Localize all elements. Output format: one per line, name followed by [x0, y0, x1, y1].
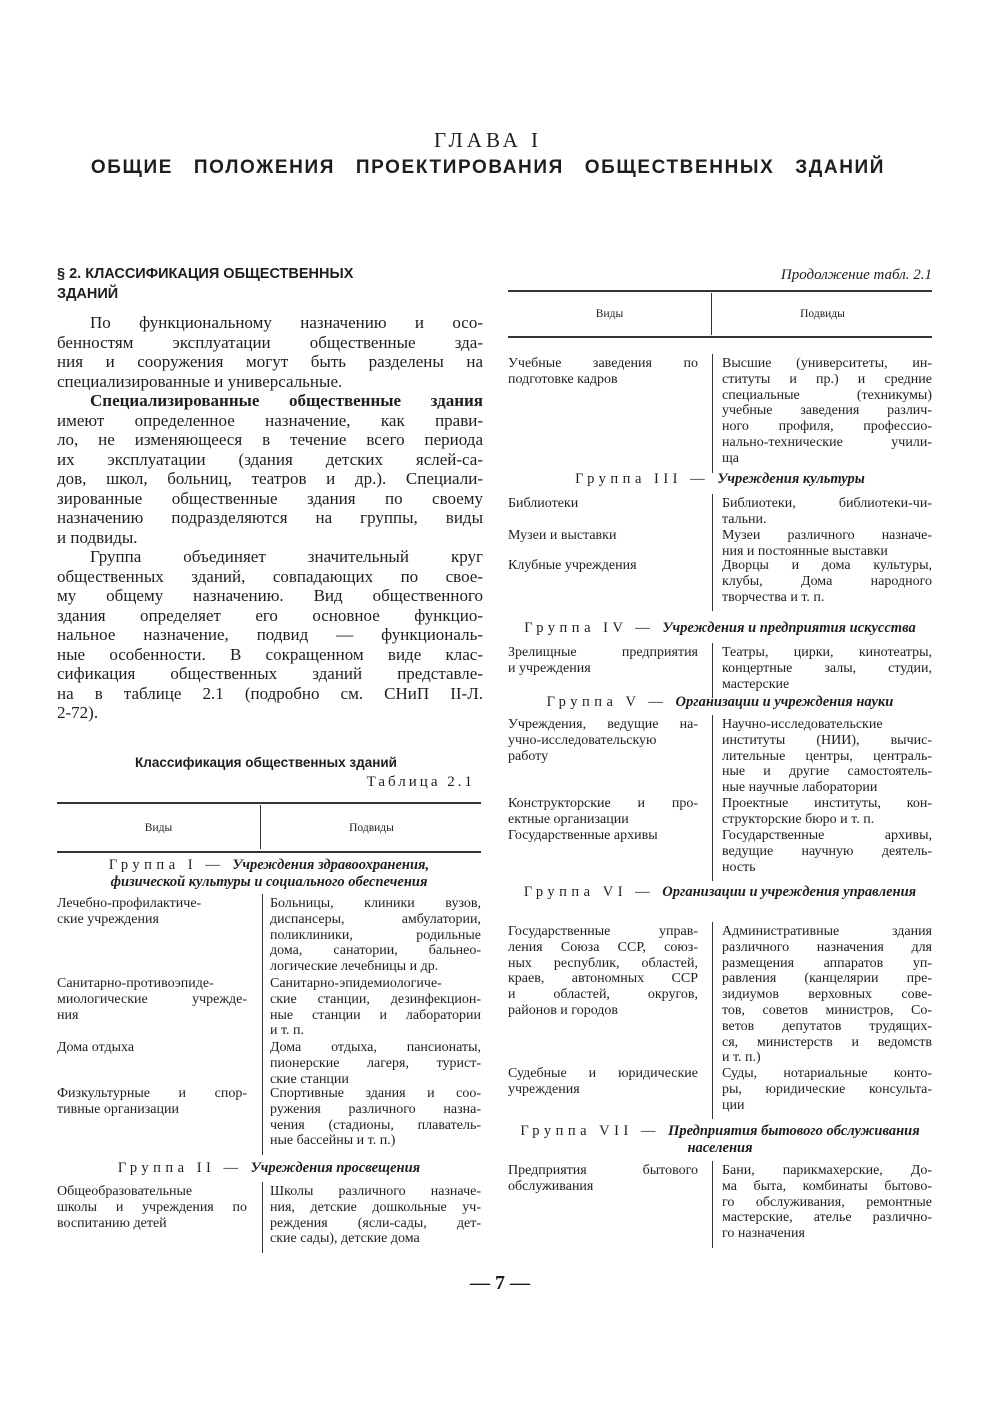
text-line: ские учреждения: [57, 911, 159, 927]
row-subtype: [270, 1184, 481, 1247]
table-number: Таблица 2.1: [366, 774, 475, 790]
row-subtype: [722, 1066, 932, 1113]
text-line: Клубные учреждения: [508, 558, 637, 573]
text-line: Конструкторские и про-: [508, 796, 698, 811]
column-divider: [262, 1182, 263, 1253]
header-bottom-rule-cont: [508, 336, 932, 338]
text-line: ного профиля, профессио-: [722, 419, 932, 435]
text-line: клубы, Дома народного: [722, 573, 932, 589]
text-line: ские станции, дезинфекцион-: [270, 991, 481, 1007]
text-line: Высшие (университеты, ин-: [722, 356, 932, 371]
group-label: Группа V —: [546, 694, 676, 710]
text-line: мастерские, ателье различно-: [722, 1210, 932, 1226]
row-type: [508, 796, 698, 828]
row-type: [508, 558, 698, 574]
text-line: Дома отдыха, пансионаты,: [270, 1040, 481, 1055]
text-line: ность: [722, 859, 756, 875]
section-heading: [57, 264, 477, 304]
text-line: общественных зданий, совпадающих по свое-: [57, 566, 483, 586]
text-line: Музеи и выставки: [508, 528, 617, 543]
text-line: обслуживания: [508, 1178, 594, 1194]
text-line: учебные заведения различ-: [722, 403, 932, 419]
group-heading: [508, 884, 932, 901]
row-type: [57, 1040, 247, 1056]
text-line: тивные организации: [57, 1101, 179, 1117]
text-line: на в таблице 2.1 (подробно см. СНиП II-Л.: [57, 683, 483, 703]
text-line: ЗДАНИЙ: [57, 286, 119, 302]
text-line: зированные общественные здания по своему: [57, 488, 483, 508]
text-line: му общему назначению. Вид общественного: [57, 586, 483, 605]
text-line: специальные (техникумы): [722, 387, 932, 403]
row-subtype: [722, 528, 932, 560]
group-heading: [508, 694, 932, 711]
group-title: Предприятия бытового обслуживания: [668, 1123, 920, 1139]
group-label: Группа I —: [108, 857, 233, 873]
row-type: [508, 356, 698, 388]
text-line: Судебные и юридические: [508, 1066, 698, 1081]
text-line: реждения (ясли-сады, дет-: [270, 1215, 481, 1231]
column-divider: [262, 1084, 263, 1155]
text-line: нальное назначение, подвид — функциональ-: [57, 625, 483, 644]
group-heading-line: [57, 1160, 481, 1177]
column-divider: [712, 1161, 713, 1248]
group-heading: [508, 471, 932, 488]
text-line: Больницы, клиники вузов,: [270, 896, 481, 911]
text-line: Дворцы и дома культуры,: [722, 558, 932, 573]
text-line: мастерские: [722, 676, 790, 692]
row-type: [57, 1086, 247, 1118]
group-heading-line: [508, 471, 932, 488]
row-subtype: [270, 1086, 481, 1149]
group-heading-line: [508, 694, 932, 711]
text-line: лительные центры, централь-: [722, 748, 932, 764]
text-line: Группа объединяет значительный круг: [90, 547, 483, 566]
text-line: Театры, цирки, кинотеатры,: [722, 645, 932, 660]
text-line: По функциональному назначению и осо-: [90, 313, 483, 332]
text-line: и т. п.: [270, 1023, 305, 1039]
text-line: Зрелищные предприятия: [508, 645, 698, 660]
text-line: Учреждения, ведущие на-: [508, 717, 698, 732]
header-subtypes-cont: Подвиды: [800, 308, 845, 320]
group-label: Группа VI —: [523, 884, 663, 900]
group-title: Организации и учреждения управления: [662, 884, 917, 900]
row-type: [57, 1184, 247, 1231]
text-line: ло, не изменяющееся в течение всего периода: [57, 430, 483, 449]
text-line: тальни.: [722, 511, 767, 527]
text-line: Специализированные общественные здания: [90, 391, 483, 410]
text-line: логические лечебницы и др.: [270, 959, 439, 975]
group-title: физической культуры и социального обеспечения: [110, 873, 428, 890]
row-subtype: [722, 645, 932, 692]
text-line: Спортивные здания и соо-: [270, 1086, 481, 1101]
text-line: Лечебно-профилактиче-: [57, 896, 202, 911]
row-type: [508, 645, 698, 677]
text-line: специализированные и универсальные.: [57, 371, 343, 391]
text-line: зидиумов верховных сове-: [722, 987, 932, 1003]
text-line: 2-72).: [57, 703, 99, 722]
text-line: ектные организации: [508, 811, 629, 827]
row-subtype: [270, 976, 481, 1039]
text-line: ния и постоянные выставки: [722, 543, 888, 559]
row-type: [508, 828, 698, 844]
group-label: Группа II —: [117, 1160, 251, 1176]
table-caption: Классификация общественных зданий: [135, 755, 397, 770]
group-title: Учреждения здравоохранения,: [232, 857, 430, 873]
text-line: и т. п.): [722, 1050, 761, 1066]
paragraph-1: [57, 313, 483, 391]
text-line: работу: [508, 748, 549, 764]
text-line: ные научные лаборатории: [722, 780, 878, 796]
row-subtype: [722, 796, 932, 828]
text-line: и учреждения: [508, 660, 591, 676]
text-line: дов, школ, больниц, театров и др.). Специали-: [57, 469, 483, 488]
text-line: ща: [722, 450, 739, 466]
header-types-cont: Виды: [595, 308, 624, 320]
column-divider: [712, 556, 713, 611]
group-heading-line: [57, 857, 481, 874]
text-line: ся, министерств и ведомств: [722, 1034, 932, 1050]
row-type: [508, 496, 698, 512]
group-heading: [508, 1123, 932, 1156]
row-subtype: [722, 924, 932, 1066]
text-line: различного назначения для: [722, 939, 932, 955]
text-line: Санитарно-противоэпиде-: [57, 976, 214, 991]
text-line: пионерские лагеря, турист-: [270, 1055, 481, 1071]
text-line: имеют определенное назначение, как прави-: [57, 410, 483, 430]
column-divider: [712, 643, 713, 698]
text-line: бенностям эксплуатации общественные зда-: [57, 332, 483, 352]
text-line: ния и сооружения могут быть разделены на: [57, 352, 483, 371]
text-line: краев, автономных ССР: [508, 971, 698, 987]
text-line: диспансеры, амбулатории,: [270, 911, 481, 927]
group-heading: [57, 1160, 481, 1177]
text-line: дома, санатории, бальнео-: [270, 943, 481, 959]
text-line: ления Союза ССР, союз-: [508, 939, 698, 955]
row-type: [508, 1066, 698, 1098]
text-line: ния, детские дошкольные уч-: [270, 1199, 481, 1215]
text-line: ции: [722, 1097, 745, 1113]
group-heading-line: [57, 874, 481, 891]
text-line: учреждения: [508, 1081, 580, 1097]
row-subtype: [722, 356, 932, 467]
text-line: их эксплуатации (здания детских яслей-са-: [57, 449, 483, 469]
text-line: Учебные заведения по: [508, 356, 698, 371]
text-line: Государственные управ-: [508, 924, 698, 939]
text-line: ские сады), детские дома: [270, 1231, 420, 1247]
text-line: Физкультурные и спор-: [57, 1086, 247, 1101]
row-type: [508, 528, 698, 544]
text-line: школы и учреждения по: [57, 1199, 247, 1215]
text-line: ружения различного назна-: [270, 1101, 481, 1117]
group-title: Учреждения культуры: [717, 471, 865, 487]
paragraph-3: [57, 547, 483, 723]
text-line: ные бассейны и т. п.): [270, 1133, 396, 1149]
group-title: населения: [687, 1139, 753, 1156]
text-line: тов, советов министров, Со-: [722, 1002, 932, 1018]
row-subtype: [722, 496, 932, 528]
group-title: Учреждения просвещения: [250, 1160, 421, 1176]
row-subtype: [722, 717, 932, 796]
table-top-rule-cont: [508, 290, 932, 292]
text-line: районов и городов: [508, 1002, 619, 1018]
row-subtype: [722, 558, 932, 605]
text-line: творчества и т. п.: [722, 589, 825, 605]
group-label: Группа VII —: [520, 1123, 669, 1139]
header-subtypes: Подвиды: [349, 822, 394, 834]
row-type: [57, 896, 247, 928]
text-line: учно-исследовательскую: [508, 732, 657, 748]
group-heading-line: [508, 620, 932, 637]
group-label: Группа IV —: [524, 620, 663, 636]
text-line: равления (канцелярии пре-: [722, 971, 932, 987]
text-line: и областей, округов,: [508, 987, 698, 1003]
row-type: [57, 976, 247, 1023]
page-number: — 7 —: [470, 1272, 530, 1294]
text-line: Санитарно-эпидемиологиче-: [270, 976, 442, 991]
text-line: Научно-исследовательские: [722, 717, 883, 732]
table-continuation-label: Продолжение табл. 2.1: [780, 267, 932, 283]
group-heading-line: [508, 1123, 932, 1140]
text-line: институты (НИИ), вычис-: [722, 732, 932, 748]
text-line: Государственные архивы: [508, 828, 658, 843]
text-line: Административные здания: [722, 924, 932, 939]
group-label: Группа III —: [575, 471, 718, 487]
text-line: Дома отдыха: [57, 1040, 135, 1055]
text-line: назначению подразделяются на группы, виды: [57, 508, 483, 527]
text-line: концертные залы, студии,: [722, 660, 932, 676]
text-line: и подвиды.: [57, 527, 138, 547]
text-line: структорские бюро и т. п.: [722, 811, 875, 827]
row-type: [508, 924, 698, 1019]
text-line: Музеи различного назначе-: [722, 528, 932, 543]
group-heading: [57, 857, 481, 890]
group-heading-line: [508, 884, 932, 901]
text-line: здания определяет его основное функцио-: [57, 605, 483, 625]
text-line: Школы различного назначе-: [270, 1184, 481, 1199]
text-line: Общеобразовательные: [57, 1184, 193, 1199]
group-title: Организации и учреждения науки: [675, 694, 894, 710]
column-divider: [712, 1064, 713, 1119]
column-divider: [712, 354, 713, 473]
text-line: сификация общественных зданий представле-: [57, 664, 483, 683]
text-line: Проектные институты, кон-: [722, 796, 932, 811]
text-line: ведущие научную деятель-: [722, 843, 932, 859]
group-title: Учреждения и предприятия искусства: [662, 620, 916, 636]
row-subtype: [270, 896, 481, 975]
row-subtype: [722, 828, 932, 875]
chapter-title: ОБЩИЕ ПОЛОЖЕНИЯ ПРОЕКТИРОВАНИЯ ОБЩЕСТВЕННЫХ ЗДАНИЙ: [90, 157, 886, 178]
text-line: воспитанию детей: [57, 1215, 167, 1231]
text-line: Государственные архивы,: [722, 828, 932, 843]
text-line: Предприятия бытового: [508, 1163, 698, 1178]
text-line: ветов депутатов трудящих-: [722, 1018, 932, 1034]
header-bottom-rule: [57, 851, 481, 853]
column-divider: [712, 826, 713, 881]
text-line: миологические учрежде-: [57, 991, 247, 1007]
text-line: ные и другие самостоятель-: [722, 764, 932, 780]
text-line: Бани, парикмахерские, До-: [722, 1163, 932, 1178]
table-top-rule: [57, 802, 481, 804]
row-type: [508, 717, 698, 764]
row-subtype: [270, 1040, 481, 1087]
text-line: Библиотеки: [508, 496, 579, 511]
text-line: го обслуживания, ремонтные: [722, 1194, 932, 1210]
text-line: размещения аппаратов уп-: [722, 955, 932, 971]
text-line: подготовке кадров: [508, 371, 618, 387]
text-line: нально-технические учили-: [722, 434, 932, 450]
text-line: Суды, нотариальные конто-: [722, 1066, 932, 1081]
text-line: поликлиники, родильные: [270, 927, 481, 943]
text-line: ма быта, комбинаты бытово-: [722, 1178, 932, 1194]
text-line: ные особенности. В сокращенном виде клас-: [57, 644, 483, 664]
text-line: ния: [57, 1007, 79, 1023]
text-line: го назначения: [722, 1226, 805, 1242]
column-divider: [712, 922, 713, 1072]
text-line: ные станции и лаборатории: [270, 1007, 481, 1023]
text-line: ры, юридические консульта-: [722, 1081, 932, 1097]
column-divider: [262, 894, 263, 981]
paragraph-2: [57, 391, 483, 547]
text-line: ституты и пр.) и средние: [722, 371, 932, 387]
row-type: [508, 1163, 698, 1195]
group-heading: [508, 620, 932, 637]
column-divider: [262, 974, 263, 1045]
text-line: чения (стадионы, плаватель-: [270, 1117, 481, 1133]
text-line: ские станции: [270, 1071, 349, 1087]
text-line: ных республик, областей,: [508, 955, 698, 971]
column-divider: [712, 715, 713, 802]
chapter-label: ГЛАВА I: [433, 128, 543, 152]
group-heading-line: [508, 1140, 932, 1157]
header-types: Виды: [144, 822, 173, 834]
text-line: Библиотеки, библиотеки-чи-: [722, 496, 932, 511]
text-line: § 2. КЛАССИФИКАЦИЯ ОБЩЕСТВЕННЫХ: [57, 266, 354, 282]
body-text: [57, 313, 483, 723]
row-subtype: [722, 1163, 932, 1242]
